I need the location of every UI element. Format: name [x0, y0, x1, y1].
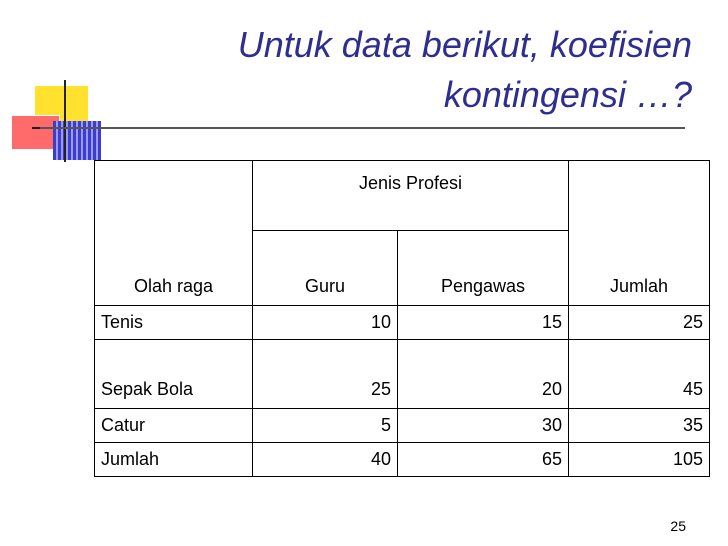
- contingency-table: [94, 160, 710, 477]
- header-cell-olahraga: [95, 161, 253, 306]
- page-number: 25: [670, 518, 686, 534]
- row-label: Catur: [95, 409, 253, 443]
- table-row: [95, 443, 710, 477]
- header-label-pengawas: Pengawas: [440, 276, 526, 296]
- cell-pengawas: 30: [398, 409, 569, 443]
- cell-pengawas: 15: [398, 306, 569, 340]
- header-label-guru: Guru: [304, 276, 346, 296]
- cell-guru: 10: [253, 306, 398, 340]
- cell-jumlah: 45: [569, 340, 710, 409]
- row-label: Jumlah: [95, 443, 253, 477]
- cell-guru: 40: [253, 443, 398, 477]
- table-row: [95, 306, 710, 340]
- cell-pengawas: 65: [398, 443, 569, 477]
- slide-title: [132, 20, 692, 120]
- slide-title-line1: Untuk data berikut, koefisien: [237, 24, 692, 65]
- title-divider: [40, 127, 685, 129]
- slide-title-line2: kontingensi …?: [443, 74, 692, 115]
- header-cell-jumlah: [569, 161, 710, 306]
- decor-vertical-line: [64, 80, 66, 162]
- row-label: Tenis: [95, 306, 253, 340]
- table-header-row-1: [95, 161, 710, 231]
- cell-jumlah: 35: [569, 409, 710, 443]
- table-row: [95, 340, 710, 409]
- cell-pengawas: 20: [398, 340, 569, 409]
- row-label: Sepak Bola: [95, 340, 253, 409]
- header-cell-pengawas: [398, 231, 569, 306]
- header-label-jenis-profesi: Jenis Profesi: [358, 173, 463, 193]
- header-cell-guru: [253, 231, 398, 306]
- cell-guru: 5: [253, 409, 398, 443]
- header-label-olahraga: Olah raga: [133, 276, 214, 296]
- header-cell-jenis-profesi: [253, 161, 569, 231]
- cell-jumlah: 25: [569, 306, 710, 340]
- cell-guru: 25: [253, 340, 398, 409]
- header-label-jumlah: Jumlah: [609, 276, 669, 296]
- cell-jumlah: 105: [569, 443, 710, 477]
- table-row: [95, 409, 710, 443]
